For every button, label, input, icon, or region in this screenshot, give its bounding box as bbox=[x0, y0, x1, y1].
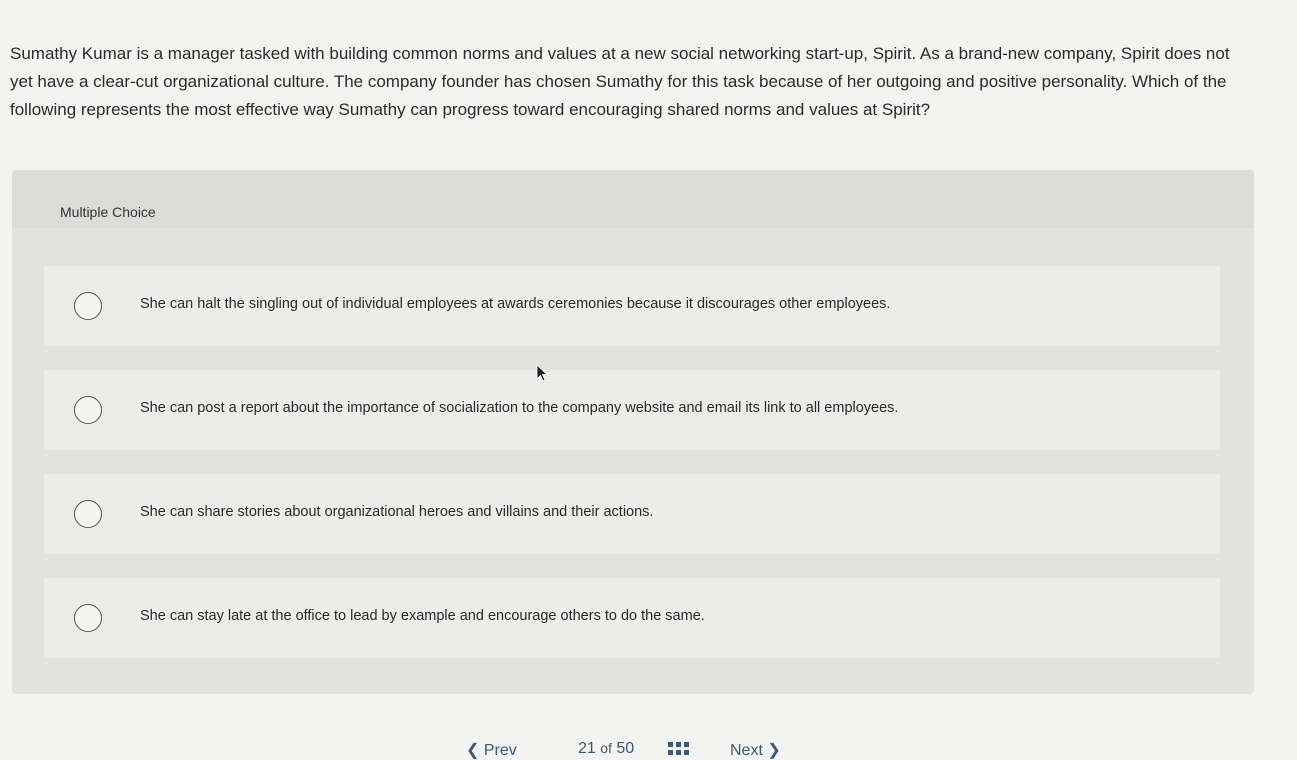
radio-button-b[interactable] bbox=[74, 396, 102, 424]
radio-button-c[interactable] bbox=[74, 500, 102, 528]
of-label: of bbox=[600, 740, 612, 756]
option-label: She can post a report about the importance of socialization to the company website and email its link to all employees. bbox=[140, 400, 899, 416]
multiple-choice-panel bbox=[12, 170, 1254, 694]
option-d[interactable] bbox=[44, 578, 1220, 658]
question-text: Sumathy Kumar is a manager tasked with building common norms and values at a new social networking start-up, Spirit. As a brand-new company, Spirit does not yet have a clear-cut organizational culture. The company founder has chosen Sumathy for this task because of her outgoing and positive personality. Which of the following represents the most effective way Sumathy can progress toward encouraging shared norms and values at Spirit? bbox=[10, 44, 1230, 119]
chevron-left-icon: ❮ bbox=[466, 742, 480, 759]
next-label: Next bbox=[730, 742, 763, 759]
current-page: 21 bbox=[578, 740, 596, 757]
panel-title: Multiple Choice bbox=[60, 204, 156, 220]
prev-label: Prev bbox=[483, 742, 517, 759]
option-b[interactable] bbox=[44, 370, 1220, 450]
radio-button-d[interactable] bbox=[74, 604, 102, 632]
total-pages: 50 bbox=[616, 740, 635, 757]
option-label: She can stay late at the office to lead by example and encourage others to do the same. bbox=[140, 608, 705, 624]
prev-button[interactable] bbox=[466, 740, 517, 760]
option-label: She can share stories about organizational heroes and villains and their actions. bbox=[140, 504, 654, 520]
panel-header bbox=[12, 170, 1254, 228]
page-indicator bbox=[578, 740, 634, 758]
mouse-cursor-icon bbox=[536, 364, 548, 382]
grid-icon[interactable] bbox=[668, 742, 690, 756]
option-label: She can halt the singling out of individual employees at awards ceremonies because it discourages other employees. bbox=[140, 296, 891, 312]
chevron-right-icon: ❯ bbox=[767, 742, 781, 759]
option-a[interactable] bbox=[44, 266, 1220, 346]
radio-button-a[interactable] bbox=[74, 292, 102, 320]
question-navigation bbox=[0, 726, 1297, 759]
option-c[interactable] bbox=[44, 474, 1220, 554]
next-button[interactable] bbox=[730, 740, 781, 760]
